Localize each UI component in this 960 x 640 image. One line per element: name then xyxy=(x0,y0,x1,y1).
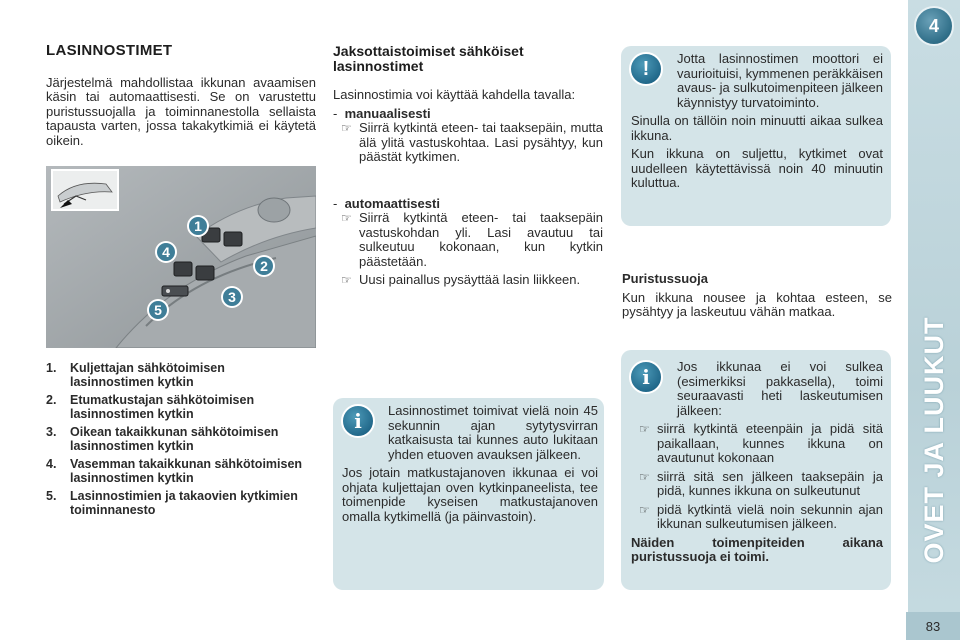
info-note-text-1: Lasinnostimet toimivat vielä noin 45 sekunnin ajan sytytysvirran katkaisusta tai kunnes auto lukitaan yhden etuoven avauksen jälkeen. xyxy=(388,403,598,462)
car-interior-inset xyxy=(52,170,118,210)
callout-5-label: 5 xyxy=(154,302,162,318)
warning-icon: ! xyxy=(629,52,663,86)
door-panel-drawing xyxy=(46,166,316,348)
info-right-intro: Jos ikkunaa ei voi sulkea (esimerkiksi pakkasella), toimi seuraavasti heti laskeutumisen jälkeen: xyxy=(677,359,883,418)
chapter-number-badge: 4 xyxy=(914,6,954,46)
callout-4 xyxy=(155,241,177,263)
warning-text-1: Jotta lasinnostimen moottori ei vaurioituisi, kymmenen peräkkäisen avaus- ja sulkutoimenpiteen jälkeen käynnistyy turvatoiminto. xyxy=(677,51,883,110)
pinch-protection-section xyxy=(622,272,892,320)
legend-item: 4. Vasemman takaikkunan sähkötoimisen lasinnostimen kytkin xyxy=(46,457,303,485)
automatic-instruction-1: ☞ Siirrä kytkintä eteen- tai taaksepäin vastuskohdan yli. Lasi avautuu tai sulkeutuu kokonaan, kun kytkin päästetään. xyxy=(341,210,603,269)
info-note-middle xyxy=(333,398,604,590)
pinch-protection-title: Puristussuoja xyxy=(622,271,708,286)
chapter-title: OVET JA LUUKUT xyxy=(918,316,949,564)
warning-text-2: Sinulla on tällöin noin minuutti aikaa sulkea ikkuna. xyxy=(631,113,883,143)
legend-item: 3. Oikean takaikkunan sähkötoimisen lasinnostimen kytkin xyxy=(46,425,279,453)
pointing-hand-icon: ☞ xyxy=(639,469,650,484)
switch-legend-list xyxy=(46,362,306,522)
window-switch-illustration xyxy=(46,166,316,348)
section-intro: Järjestelmä mahdollistaa ikkunan avaamisen käsin tai automaattisesti. Se on varustettu puristussuojalla ja toiminnanestolla sellaista tapausta varten, jossa takakytkimiä ei käytetä oikein. xyxy=(46,74,316,148)
info-right-step-3: ☞ pidä kytkintä vielä noin sekunnin ajan ikkunan sulkeutumisen jälkeen. xyxy=(639,501,883,531)
callout-3 xyxy=(221,286,243,308)
pinch-protection-text: Kun ikkuna nousee ja kohtaa esteen, se pysähtyy ja laskeutuu vähän matkaa. xyxy=(622,289,892,319)
section-title: LASINNOSTIMET xyxy=(46,42,173,59)
info-icon: i xyxy=(341,404,375,438)
subsection-title: Jaksottaistoimiset sähköiset lasinnostimet xyxy=(333,43,524,74)
legend-item: 5. Lasinnostimien ja takaovien kytkimien toiminnanesto xyxy=(46,489,298,517)
callout-1-label: 1 xyxy=(194,218,202,234)
info-icon: i xyxy=(629,360,663,394)
callout-3-label: 3 xyxy=(228,289,236,305)
automatic-mode: - automaattisesti ☞ Siirrä kytkintä eteen- tai taaksepäin vastuskohdan yli. Lasi avautuu tai sulkeutuu kokonaan, kun kytkin päästetään. ☞ Uusi painallus pysäyttää lasin liikkeen. xyxy=(333,195,603,287)
page-number: 83 xyxy=(906,612,960,640)
legend-item: 1. Kuljettajan sähkötoimisen lasinnostimen kytkin xyxy=(46,361,225,389)
left-column xyxy=(46,44,316,148)
manual-label: manuaalisesti xyxy=(344,105,431,121)
warning-text-3: Kun ikkuna on suljettu, kytkimet ovat uudelleen käytettävissä noin 40 minuutin kuluttua. xyxy=(631,146,883,190)
info-note-right xyxy=(621,350,891,590)
pointing-hand-icon: ☞ xyxy=(341,273,352,287)
pointing-hand-icon: ☞ xyxy=(341,211,352,225)
automatic-instruction-2: ☞ Uusi painallus pysäyttää lasin liikkeen. xyxy=(341,272,581,287)
pointing-hand-icon: ☞ xyxy=(639,422,650,436)
pointing-hand-icon: ☞ xyxy=(639,502,650,517)
info-right-step-1: ☞ siirrä kytkintä eteenpäin ja pidä sitä paikallaan, kunnes ikkuna on avautunut kokonaan xyxy=(639,421,883,465)
manual-instruction: ☞ Siirrä kytkintä eteen- tai taaksepäin, mutta älä ylitä vastuskohtaa. Lasi pysähtyy, kun päästät kytkimen. xyxy=(341,120,603,164)
info-right-step-2: ☞ siirrä sitä sen jälkeen taaksepäin ja pidä, kunnes ikkuna on sulkeutunut xyxy=(639,468,883,498)
pointing-hand-icon: ☞ xyxy=(341,121,352,135)
legend-item: 2. Etumatkustajan sähkötoimisen lasinnostimen kytkin xyxy=(46,393,255,421)
info-right-warning: Näiden toimenpiteiden aikana puristussuoja ei toimi. xyxy=(631,534,883,564)
callout-1 xyxy=(187,215,209,237)
callout-2-label: 2 xyxy=(260,258,268,274)
manual-mode: - manuaalisesti ☞ Siirrä kytkintä eteen- tai taaksepäin, mutta älä ylitä vastuskohtaa. Lasi pysähtyy, kun päästät kytkimen. xyxy=(333,105,603,164)
middle-column xyxy=(333,44,603,288)
usage-intro: Lasinnostimia voi käyttää kahdella tavalla: xyxy=(333,87,576,102)
callout-5 xyxy=(147,299,169,321)
callout-2 xyxy=(253,255,275,277)
info-note-text-2: Jos jotain matkustajanoven ikkunaa ei voi ohjata kuljettajan oven kytkinpaneelista, tee toimenpide kyseisen matkustajanoven omalla kytkimellä (ja päinvastoin). xyxy=(342,465,598,524)
automatic-label: automaattisesti xyxy=(344,195,440,211)
callout-4-label: 4 xyxy=(162,244,170,260)
warning-note xyxy=(621,46,891,226)
